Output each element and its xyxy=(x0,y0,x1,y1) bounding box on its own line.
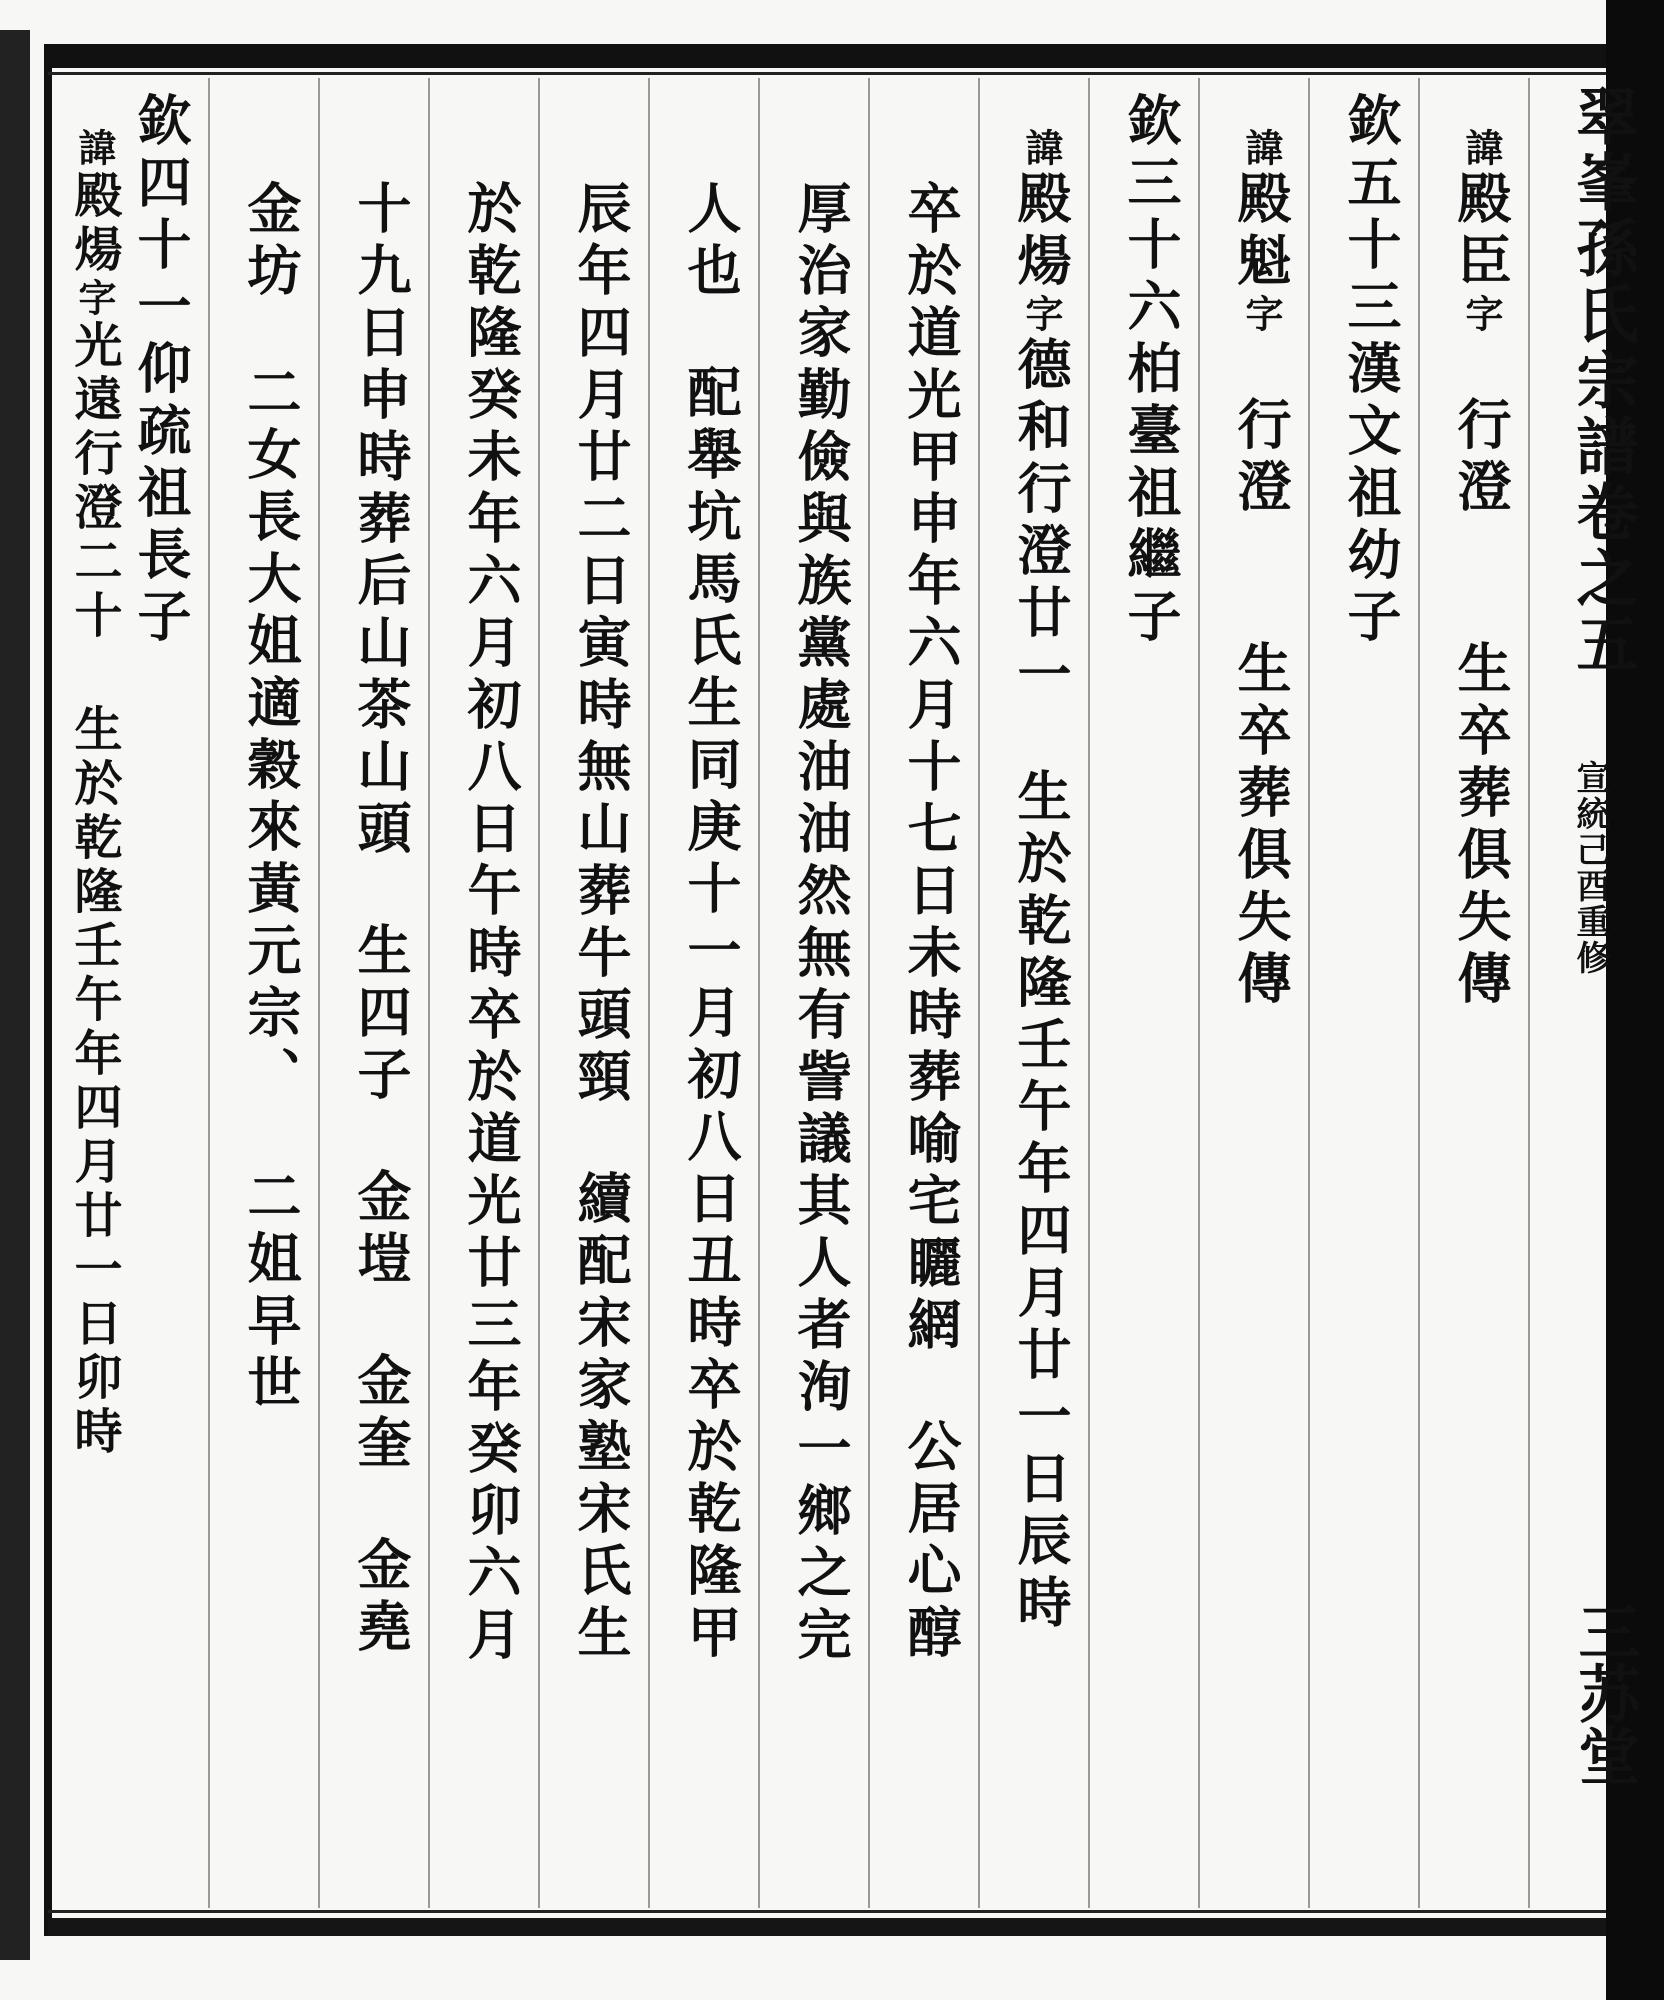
text-column xyxy=(349,180,413,1660)
generation-name: 行澄 xyxy=(1229,396,1293,520)
son-name: 金堯 xyxy=(349,1536,413,1660)
text-column xyxy=(1339,92,1403,650)
margin-hall-name: 三苏堂 xyxy=(1568,1600,1641,1786)
life-record: 生卒葬俱失傳 xyxy=(1449,640,1513,1012)
taboo-name-marker: 諱 xyxy=(1019,128,1064,170)
text-column xyxy=(679,180,743,1666)
person-name: 殿煬 xyxy=(66,170,122,278)
burial-record: 十九日申時葬后山茶山頭 xyxy=(349,180,413,862)
text-column xyxy=(789,180,853,1668)
generation-name: 行澄 xyxy=(1449,396,1513,520)
column-divider xyxy=(538,78,540,1908)
biography-text: 厚治家勤儉與族黨處油油然無有訾議其人者洵一鄉之完 xyxy=(789,180,853,1668)
text-column xyxy=(1229,128,1293,1012)
text-column xyxy=(899,180,963,1666)
text-column xyxy=(66,128,122,1460)
text-column xyxy=(1449,128,1513,1012)
spouse-record: 配舉坑馬氏生同庚十一月初八日丑時卒於乾隆甲 xyxy=(679,364,743,1666)
column-divider xyxy=(1308,78,1310,1908)
biography-text: 人也 xyxy=(679,180,743,304)
column-divider xyxy=(758,78,760,1908)
life-record: 生卒葬俱失傳 xyxy=(1229,640,1293,1012)
person-name: 殿臣 xyxy=(1449,170,1513,294)
lineage-heading: 欽四十一仰疏祖長子 xyxy=(129,92,193,650)
son-name: 金奎 xyxy=(349,1352,413,1476)
column-divider xyxy=(648,78,650,1908)
book-spine-edge xyxy=(0,30,30,1960)
courtesy-and-generation: 光遠行澄二十 xyxy=(66,320,122,644)
text-column xyxy=(129,92,193,650)
daughters-record: 二女長大姐適穀來黃元宗、 xyxy=(239,364,303,1108)
second-spouse-record: 續配宋家塾宋氏生 xyxy=(569,1170,633,1666)
column-divider xyxy=(318,78,320,1908)
top-frame-rule xyxy=(48,44,1608,68)
children-count: 生四子 xyxy=(349,922,413,1108)
margin-edition: 宣統己酉重修 xyxy=(1570,760,1610,976)
left-frame-border xyxy=(44,44,52,1936)
column-divider xyxy=(428,78,430,1908)
lineage-heading: 欽五十三漢文祖幼子 xyxy=(1339,92,1403,650)
top-inner-rule xyxy=(48,72,1608,75)
column-divider xyxy=(1198,78,1200,1908)
second-spouse-record: 於乾隆癸未年六月初八日午時卒於道光廿三年癸卯六月 xyxy=(459,180,523,1668)
text-column xyxy=(569,180,633,1666)
column-divider xyxy=(1528,78,1530,1908)
book-title xyxy=(1558,84,1647,678)
margin-volume: 卷之五 xyxy=(1566,480,1639,678)
biography-text: 公居心醇 xyxy=(899,1418,963,1666)
daughters-record: 二姐早世 xyxy=(239,1168,303,1416)
person-name: 殿魁 xyxy=(1229,170,1293,294)
taboo-name-marker: 諱 xyxy=(72,128,117,170)
bottom-inner-rule xyxy=(48,1910,1608,1913)
birth-record: 生於乾隆壬午年四月廿一日辰時 xyxy=(1009,768,1073,1636)
bottom-frame-rule xyxy=(48,1918,1608,1936)
column-divider xyxy=(1088,78,1090,1908)
person-name: 殿煬 xyxy=(1009,170,1073,294)
courtesy-marker: 字 xyxy=(72,278,117,320)
courtesy-marker: 字 xyxy=(1239,294,1284,336)
column-divider xyxy=(978,78,980,1908)
taboo-name-marker: 諱 xyxy=(1239,128,1284,170)
margin-title: 翠峯孫氏宗譜 xyxy=(1566,84,1639,480)
death-burial-record: 卒於道光甲申年六月十七日未時葬喻宅矖網 xyxy=(899,180,963,1358)
spouse-record: 辰年四月廿二日寅時無山葬牛頭頸 xyxy=(569,180,633,1110)
son-name: 金塏 xyxy=(349,1168,413,1292)
text-column xyxy=(459,180,523,1668)
text-column xyxy=(239,180,303,1416)
column-divider xyxy=(1418,78,1420,1908)
column-divider xyxy=(208,78,210,1908)
courtesy-and-generation: 德和行澄廿一 xyxy=(1009,336,1073,708)
text-column xyxy=(1119,92,1183,650)
birth-record: 生於乾隆壬午年四月廿一日卯時 xyxy=(66,704,122,1460)
column-divider xyxy=(868,78,870,1908)
courtesy-marker: 字 xyxy=(1019,294,1064,336)
taboo-name-marker: 諱 xyxy=(1459,128,1504,170)
son-name: 金坊 xyxy=(239,180,303,304)
text-column xyxy=(1009,128,1073,1636)
courtesy-marker: 字 xyxy=(1459,294,1504,336)
lineage-heading: 欽三十六柏臺祖繼子 xyxy=(1119,92,1183,650)
